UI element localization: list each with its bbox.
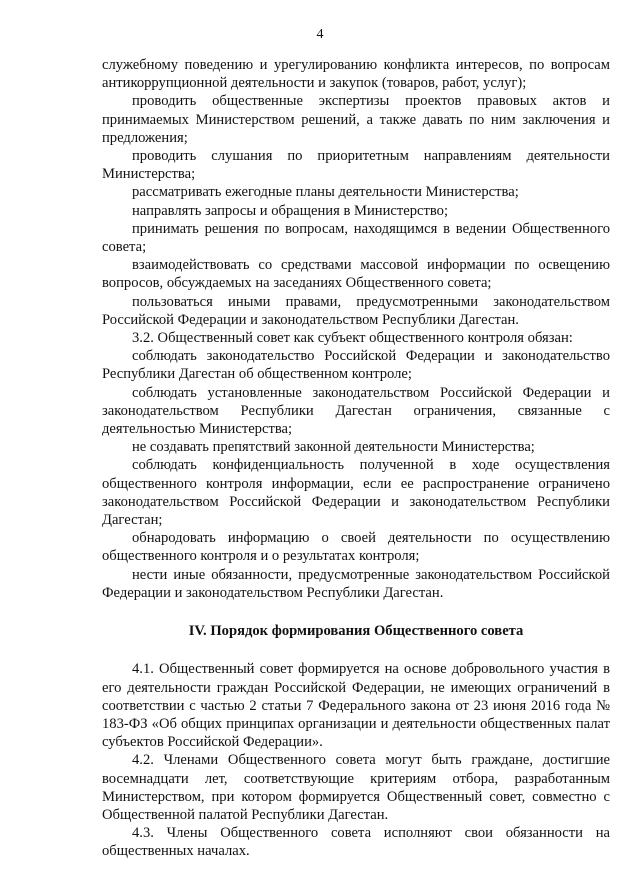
paragraph-clause-4-2: 4.2. Членами Общественного совета могут быть граждане, достигшие восемнадцати лет, соответствующие критериям отбора, разработанным Министерством, при котором формируется Общественный совет, совместно с Общественной палатой Республики Дагестан. bbox=[102, 752, 610, 823]
paragraph-clause-4-1: 4.1. Общественный совет формируется на основе добровольного участия в его деятельности граждан Российской Федерации, не имеющих ограничений в соответствии с частью 2 статьи 7 Федерального закона от 23 июня 2016 года № 183-ФЗ «Об общих принципах организации и деятельности общественных палат субъектов Российской Федерации». bbox=[102, 661, 610, 751]
paragraph-clause-4-3: 4.3. Члены Общественного совета исполняют свои обязанности на общественных началах. bbox=[102, 825, 610, 860]
paragraph: не создавать препятствий законной деятельности Министерства; bbox=[132, 439, 535, 456]
paragraph: принимать решения по вопросам, находящимся в ведении Общественного совета; bbox=[102, 220, 610, 256]
paragraph: соблюдать конфиденциальность полученной в ходе осуществления общественного контроля информации, если ее распространение ограничено законодательством Российской Федерации и законодательством Республики Дагестан; bbox=[102, 457, 610, 529]
paragraph-continuation: служебному поведению и урегулированию конфликта интересов, по вопросам антикоррупционной деятельности и закупок (товаров, работ, услуг); bbox=[102, 57, 610, 92]
paragraph: рассматривать ежегодные планы деятельности Министерства; bbox=[132, 184, 519, 201]
document-body bbox=[102, 56, 610, 861]
paragraph: проводить общественные экспертизы проектов правовых актов и принимаемых Министерством решений, а также давать по ним заключения и предложения; bbox=[102, 93, 610, 146]
paragraph: проводить слушания по приоритетным направлениям деятельности Министерства; bbox=[102, 148, 610, 183]
paragraph: взаимодействовать со средствами массовой информации по освещению вопросов, обсуждаемых на заседаниях Общественного совета; bbox=[102, 257, 610, 292]
paragraph: соблюдать законодательство Российской Федерации и законодательство Республики Дагестан об общественном контроле; bbox=[102, 348, 610, 383]
section-heading: IV. Порядок формирования Общественного совета bbox=[188, 623, 524, 640]
paragraph: соблюдать установленные законодательством Российской Федерации и законодательством Республики Дагестан ограничения, связанные с деятельностью Министерства; bbox=[102, 384, 610, 438]
paragraph: пользоваться иными правами, предусмотренными законодательством Российской Федерации и законодательством Республики Дагестан. bbox=[102, 293, 610, 328]
page-number: 4 bbox=[316, 27, 324, 42]
paragraph-clause-3-2: 3.2. Общественный совет как субъект общественного контроля обязан: bbox=[132, 330, 573, 347]
paragraph: направлять запросы и обращения в Министерство; bbox=[132, 202, 449, 219]
paragraph: обнародовать информацию о своей деятельности по осуществлению общественного контроля и о результатах контроля; bbox=[102, 530, 610, 565]
paragraph: нести иные обязанности, предусмотренные законодательством Российской Федерации и законодательством Республики Дагестан. bbox=[102, 566, 610, 601]
